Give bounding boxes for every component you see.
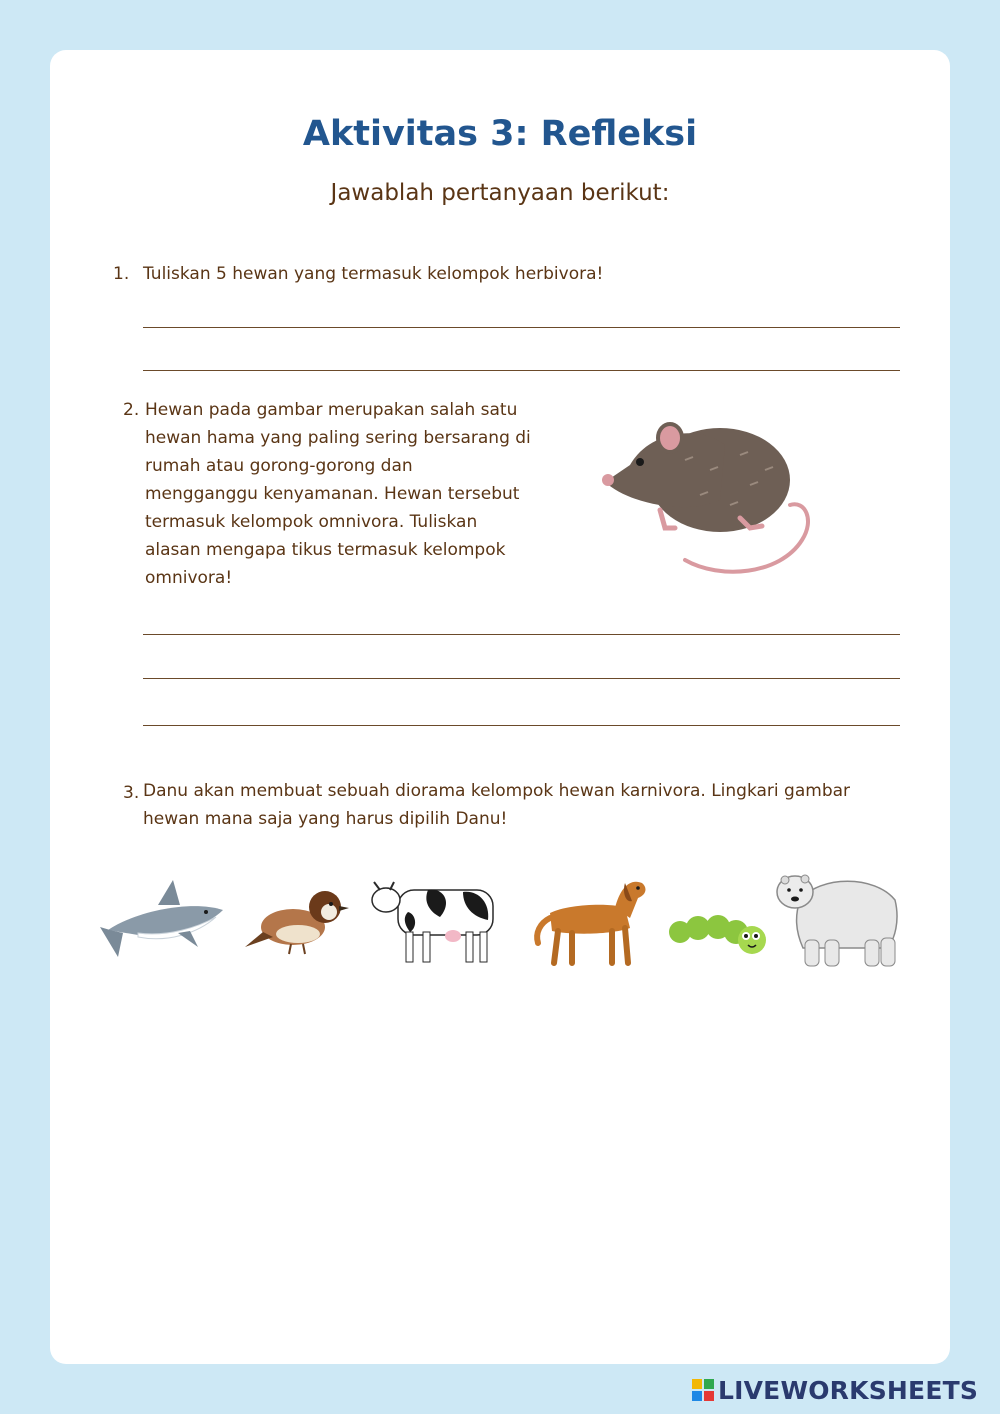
answer-line[interactable] — [143, 634, 900, 635]
answer-line[interactable] — [143, 678, 900, 679]
question-2-line: mengganggu kenyamanan. Hewan tersebut — [145, 484, 520, 504]
worksheet-page — [50, 50, 950, 1364]
rat-illustration — [590, 410, 820, 585]
page-title: Aktivitas 3: Refleksi — [302, 114, 698, 154]
question-1-number: 1. — [113, 264, 130, 284]
answer-line[interactable] — [143, 725, 900, 726]
question-2-line: hewan hama yang paling sering bersarang di — [145, 428, 531, 448]
question-1-text: Tuliskan 5 hewan yang termasuk kelompok herbivora! — [143, 264, 604, 284]
polar-bear-image[interactable] — [775, 870, 903, 970]
question-2-line: rumah atau gorong-gorong dan — [145, 456, 413, 476]
brand-name: LIVEWORKSHEETS — [718, 1375, 979, 1405]
answer-line[interactable] — [143, 370, 900, 371]
shark-image[interactable] — [98, 875, 228, 960]
question-2-text — [145, 396, 585, 592]
question-2-number: 2. — [123, 400, 140, 420]
question-3-number: 3. — [123, 783, 140, 803]
liveworksheets-logo[interactable] — [692, 1375, 978, 1405]
logo-mark-icon — [692, 1379, 714, 1401]
question-2-line: omnivora! — [145, 568, 233, 588]
question-2-line: Hewan pada gambar merupakan salah satu — [145, 400, 518, 420]
dog-image[interactable] — [530, 873, 650, 968]
question-2-line: alasan mengapa tikus termasuk kelompok — [145, 540, 506, 560]
question-3-text — [143, 777, 933, 833]
cow-image[interactable] — [368, 872, 501, 967]
question-2-line: termasuk kelompok omnivora. Tuliskan — [145, 512, 478, 532]
answer-line[interactable] — [143, 327, 900, 328]
question-3-line: Danu akan membuat sebuah diorama kelompok hewan karnivora. Lingkari gambar — [143, 781, 851, 801]
page-subtitle: Jawablah pertanyaan berikut: — [330, 180, 670, 206]
caterpillar-image[interactable] — [668, 912, 770, 962]
question-3-line: hewan mana saja yang harus dipilih Danu! — [143, 809, 508, 829]
sparrow-image[interactable] — [243, 882, 351, 957]
